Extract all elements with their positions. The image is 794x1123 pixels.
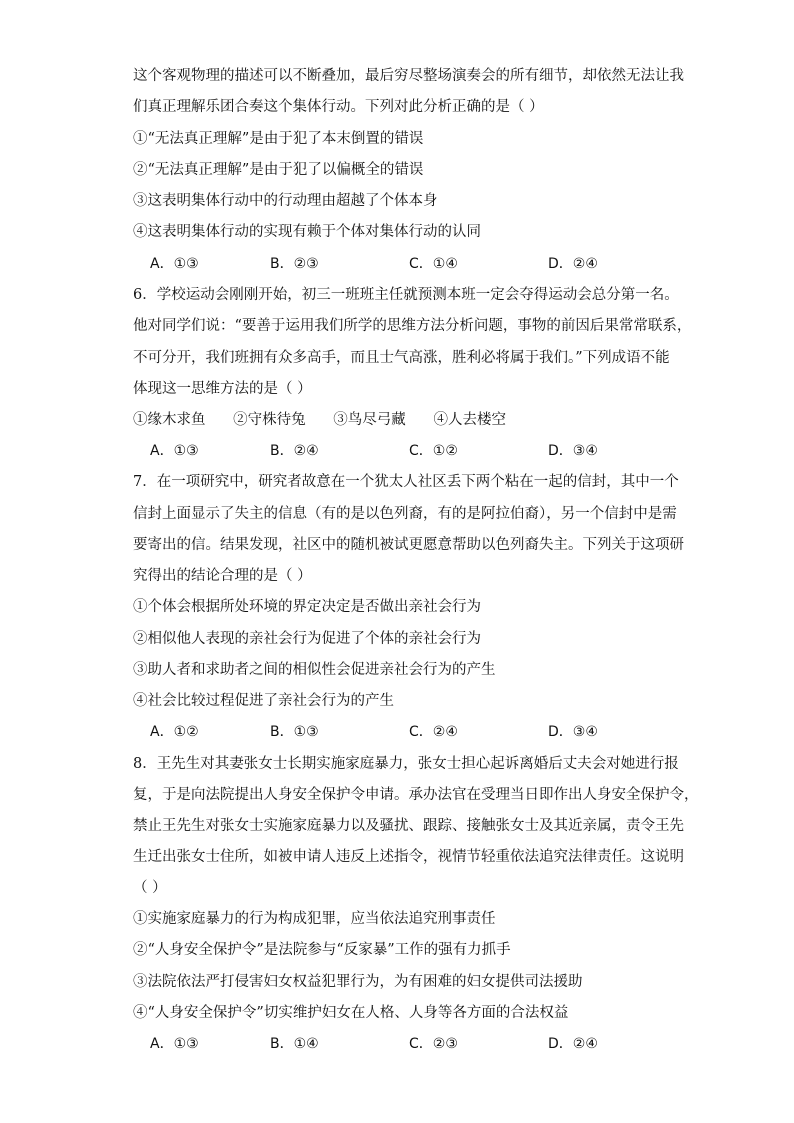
option-a[interactable]: A．①② xyxy=(150,724,199,740)
question-5-options xyxy=(150,254,630,274)
question-8-item-3: ③法院依法严打侵害妇女权益犯罪行为，为有困难的妇女提供司法援助 xyxy=(133,974,583,990)
question-6-text-line: 体现这一思维方法的是（ ） xyxy=(133,381,312,397)
option-d[interactable]: D．③④ xyxy=(548,724,598,740)
question-5-item-1: ①“无法真正理解”是由于犯了本末倒置的错误 xyxy=(133,131,424,147)
question-7-options xyxy=(150,722,630,742)
question-6-text-line: 不可分开，我们班拥有众多高手，而且士气高涨，胜利必将属于我们。”下列成语不能 xyxy=(133,350,670,366)
question-8-text-line: （ ） xyxy=(133,880,167,896)
question-8-text-line: 禁止王先生对张女士实施家庭暴力以及骚扰、跟踪、接触张女士及其近亲属，责令王先 xyxy=(133,818,684,834)
option-a[interactable]: A．①③ xyxy=(150,1036,199,1052)
question-5-item-3: ③这表明集体行动中的行动理由超越了个体本身 xyxy=(133,193,438,209)
question-6-options xyxy=(150,441,630,461)
question-7-item-2: ②相似他人表现的亲社会行为促进了个体的亲社会行为 xyxy=(133,631,481,647)
question-7-text-line: 7．在一项研究中，研究者故意在一个犹太人社区丢下两个粘在一起的信封，其中一个 xyxy=(133,474,679,490)
option-d[interactable]: D．③④ xyxy=(548,443,598,459)
question-5-text-line: 这个客观物理的描述可以不断叠加，最后穷尽整场演奏会的所有细节，却依然无法让我 xyxy=(133,68,684,84)
question-8-item-4: ④“人身安全保护令”切实维护妇女在人格、人身等各方面的合法权益 xyxy=(133,1005,569,1021)
option-d[interactable]: D．②④ xyxy=(548,256,598,272)
question-5-item-2: ②“无法真正理解”是由于犯了以偏概全的错误 xyxy=(133,162,424,178)
question-7-text-line: 要寄出的信。结果发现，社区中的随机被试更愿意帮助以色列裔失主。下列关于这项研 xyxy=(133,537,684,553)
question-6-items: ①缘木求鱼 ②守株待兔 ③鸟尽弓藏 ④人去楼空 xyxy=(133,412,506,428)
option-d[interactable]: D．②④ xyxy=(548,1036,598,1052)
option-c[interactable]: C．②④ xyxy=(409,724,458,740)
question-8-options xyxy=(150,1034,630,1054)
question-6-text-line: 6．学校运动会刚刚开始，初三一班班主任就预测本班一定会夺得运动会总分第一名。 xyxy=(133,287,679,303)
option-b[interactable]: B．②③ xyxy=(270,256,319,272)
question-7-item-1: ①个体会根据所处环境的界定决定是否做出亲社会行为 xyxy=(133,599,481,615)
question-8-item-1: ①实施家庭暴力的行为构成犯罪，应当依法追究刑事责任 xyxy=(133,911,496,927)
question-8-text-line: 8．王先生对其妻张女士长期实施家庭暴力，张女士担心起诉离婚后丈夫会对她进行报 xyxy=(133,756,679,772)
question-7-text-line: 信封上面显示了失主的信息（有的是以色列裔，有的是阿拉伯裔），另一个信封中是需 xyxy=(133,506,677,522)
question-8-text-line: 复，于是向法院提出人身安全保护令申请。承办法官在受理当日即作出人身安全保护令， xyxy=(133,787,699,803)
question-8-item-2: ②“人身安全保护令”是法院参与“反家暴”工作的强有力抓手 xyxy=(133,942,511,958)
option-c[interactable]: C．①② xyxy=(409,443,458,459)
question-5-item-4: ④这表明集体行动的实现有赖于个体对集体行动的认同 xyxy=(133,224,481,240)
option-a[interactable]: A．①③ xyxy=(150,443,199,459)
option-b[interactable]: B．②④ xyxy=(270,443,319,459)
question-6-text-line: 他对同学们说：“要善于运用我们所学的思维方法分析问题，事物的前因后果常常联系， xyxy=(133,318,692,334)
option-c[interactable]: C．①④ xyxy=(409,256,458,272)
option-c[interactable]: C．②③ xyxy=(409,1036,458,1052)
option-a[interactable]: A．①③ xyxy=(150,256,199,272)
option-b[interactable]: B．①③ xyxy=(270,724,319,740)
question-7-item-4: ④社会比较过程促进了亲社会行为的产生 xyxy=(133,693,394,709)
question-7-text-line: 究得出的结论合理的是（ ） xyxy=(133,568,312,584)
question-8-text-line: 生迁出张女士住所，如被申请人违反上述指令，视情节轻重依法追究法律责任。这说明 xyxy=(133,849,684,865)
question-5-text-line: 们真正理解乐团合奏这个集体行动。下列对此分析正确的是（ ） xyxy=(133,99,544,115)
option-b[interactable]: B．①④ xyxy=(270,1036,319,1052)
question-7-item-3: ③助人者和求助者之间的相似性会促进亲社会行为的产生 xyxy=(133,662,496,678)
